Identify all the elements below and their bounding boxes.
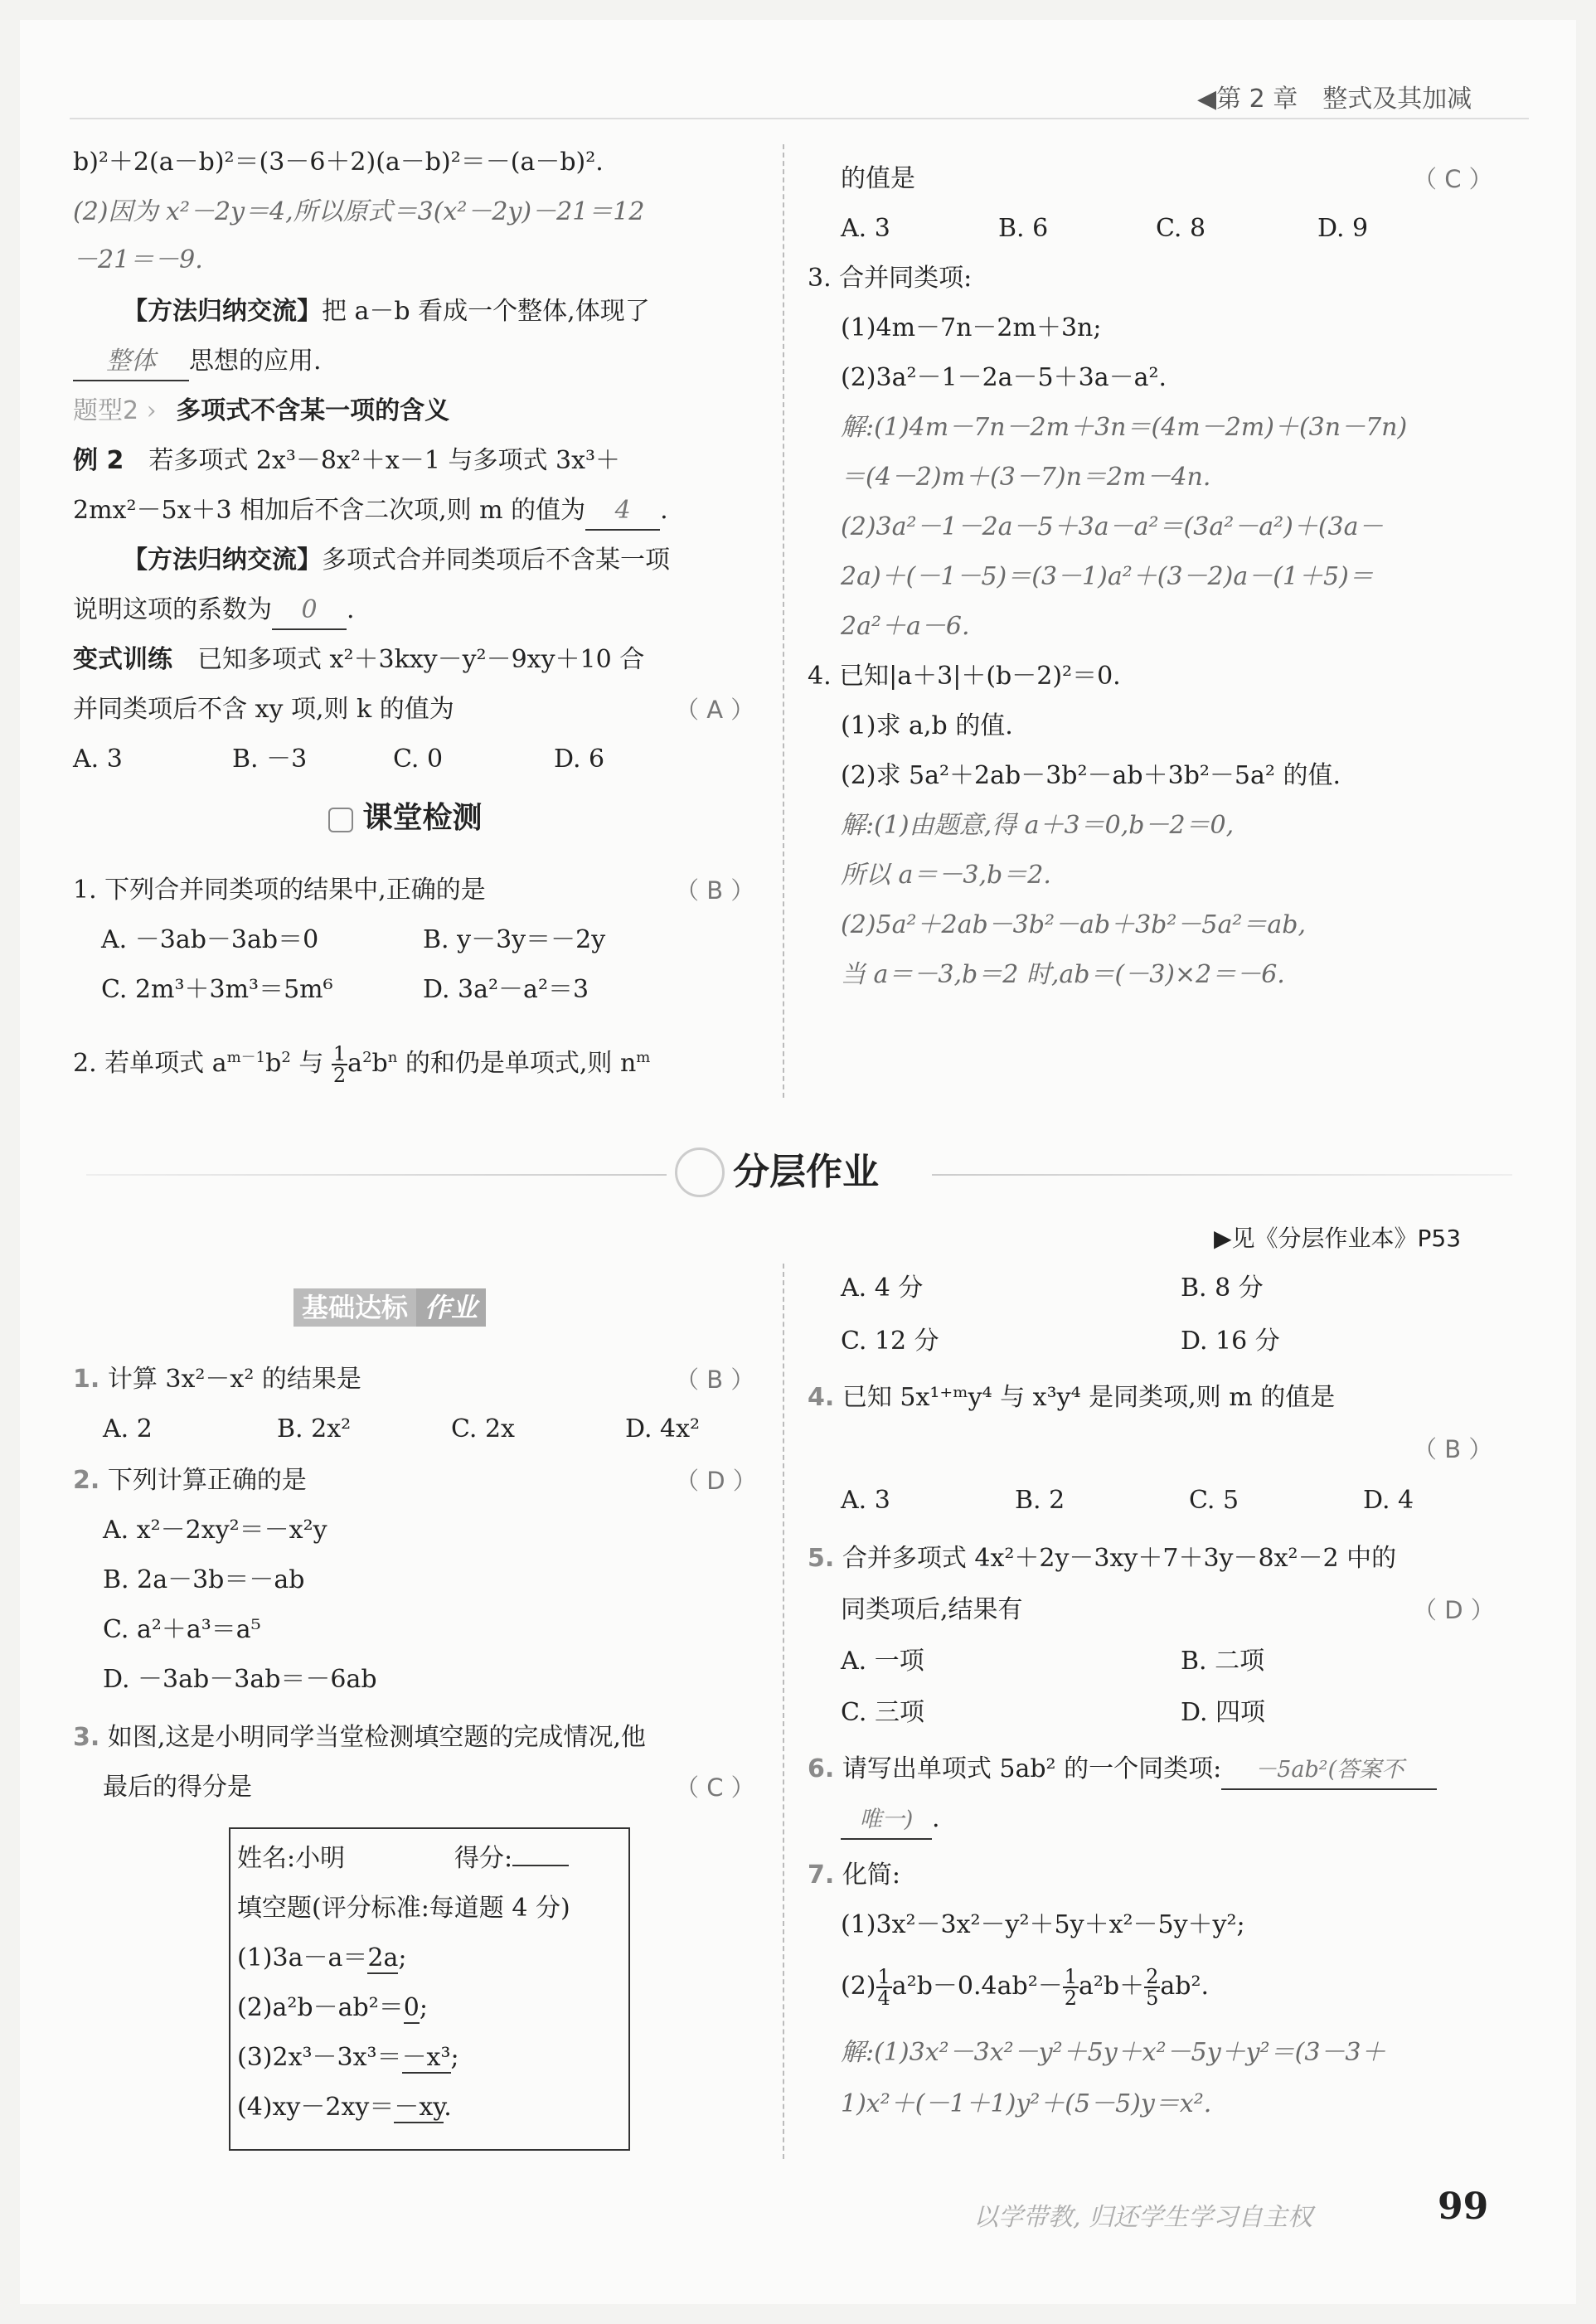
rt-q2-cont: 的值是 [841, 164, 915, 193]
lb-q1-option-a: A. 2 [103, 1414, 153, 1443]
frac2-top: 1 [1064, 1965, 1078, 1988]
lb-q1-option-b: B. 2x² [277, 1414, 352, 1443]
banner-circle-icon [675, 1147, 725, 1197]
check-q2-text-b: 与 [298, 1049, 324, 1078]
fraction-two-fifths [1144, 1967, 1160, 2008]
continued-line-1: b)²＋2(a－b)²＝(3－6＋2)(a－b)²＝－(a－b)². [73, 148, 604, 177]
variant-option-c: C. 0 [393, 745, 444, 774]
method-blank: 整体 [73, 343, 189, 381]
rb-q7-part2-d: ab². [1160, 1972, 1210, 2001]
lb-q1-option-c: C. 2x [451, 1414, 515, 1443]
rt-q2-answer: （ C ） [1413, 165, 1493, 193]
rb-q5-text-a: 合并多项式 4x²＋2y－3xy＋7＋3y－8x²－2 中的 [842, 1544, 1397, 1573]
column-divider-bottom [783, 1264, 784, 2159]
lb-q2 [73, 1463, 307, 1499]
example2-text-a: 若多项式 2x³－8x²＋x－1 与多项式 3x³＋ [148, 446, 621, 475]
method2-label: 【方法归纳交流】 [123, 546, 322, 575]
rt-q4-solution-2: 所以 a＝－3,b＝2. [841, 861, 1051, 890]
class-check-title: 课堂检测 [362, 801, 483, 835]
score-sheet-item2-q: (2)a²b－ab²＝ [237, 1993, 404, 2022]
rb-q7-number: 7. [808, 1861, 835, 1890]
lb-q3-number: 3. [73, 1723, 100, 1752]
lb-q1-text: 计算 3x²－x² 的结果是 [107, 1365, 361, 1394]
rt-q3-solution-2: ＝(4－2)m＋(3－7)n＝2m－4n. [841, 463, 1211, 492]
lb-q2-answer: （ D ） [675, 1467, 757, 1495]
variant-line1 [73, 642, 644, 678]
rt-q2-option-c: C. 8 [1156, 214, 1206, 243]
page [20, 20, 1576, 2304]
example2-text-b: 2mx²－5x＋3 相加后不含二次项,则 m 的值为 [73, 496, 586, 525]
rb-q5-answer: （ D ） [1413, 1596, 1495, 1624]
rb-q5-number: 5. [808, 1544, 835, 1573]
example2-line1 [73, 443, 620, 479]
example2-line2: 2mx²－5x＋3 相加后不含二次项,则 m 的值为 4 . [73, 492, 668, 531]
method2-text-b: 说明这项的系数为 [73, 595, 272, 624]
frac1-top: 1 [877, 1965, 890, 1988]
frac1-bottom: 4 [877, 1987, 890, 2010]
rb-q6-line2: 唯一) . [841, 1801, 940, 1840]
fraction-half-2 [1063, 1967, 1079, 2008]
rt-q4-part1: (1)求 a,b 的值. [841, 711, 1013, 740]
basic-badge-homework: 作业 [416, 1288, 486, 1327]
rb-q3-option-a: A. 4 分 [841, 1274, 924, 1303]
chapter-header: ◀第 2 章 整式及其加减 [1197, 85, 1472, 114]
lb-q2-option-a: A. x²－2xy²＝－x²y [103, 1516, 327, 1545]
check-q1-option-d: D. 3a²－a²＝3 [423, 975, 589, 1004]
check-q1-option-c: C. 2m³＋3m³＝5m⁶ [101, 975, 333, 1004]
page-number: 99 [1438, 2186, 1489, 2228]
rb-q7-part2-label: (2) [841, 1972, 876, 2001]
lb-q3-text-a: 如图,这是小明同学当堂检测填空题的完成情况,他 [107, 1723, 646, 1752]
rb-q4-option-d: D. 4 [1363, 1486, 1414, 1515]
rb-q7-part2-b: a²b－0.4ab²－ [891, 1972, 1063, 2001]
continued-line-2: (2)因为 x²－2y＝4,所以原式＝3(x²－2y)－21＝12 [73, 197, 645, 226]
variant-text-b: 并同类项后不含 xy 项,则 k 的值为 [73, 695, 454, 724]
rb-q7-part2-c: a²b＋ [1079, 1972, 1145, 2001]
banner-line-left [86, 1174, 667, 1176]
score-sheet-item4-a: －xy [394, 2093, 444, 2122]
rb-q7-solution-2: 1)x²＋(－1＋1)y²＋(5－5)y＝x². [841, 2089, 1212, 2118]
rb-q3-option-d: D. 16 分 [1181, 1327, 1280, 1356]
variant-answer: （ A ） [675, 696, 755, 724]
lb-q3-answer: （ C ） [675, 1773, 755, 1802]
rt-q2-option-b: B. 6 [998, 214, 1049, 243]
basic-badge-label: 基础达标 [293, 1288, 416, 1327]
rb-q4-option-c: C. 5 [1189, 1486, 1239, 1515]
lb-q2-option-b: B. 2a－3b＝－ab [103, 1565, 305, 1594]
rt-q3-part2: (2)3a²－1－2a－5＋3a－a². [841, 363, 1167, 392]
column-divider-top [783, 144, 784, 1098]
rb-q5-text-b: 同类项后,结果有 [841, 1595, 1023, 1624]
rt-q4-part2: (2)求 5a²＋2ab－3b²－ab＋3b²－5a² 的值. [841, 761, 1341, 790]
score-sheet-rule: 填空题(评分标准:每道题 4 分) [237, 1894, 570, 1923]
score-sheet-item4-q: (4)xy－2xy＝ [237, 2093, 395, 2122]
frac-top: 1 [332, 1042, 347, 1065]
rt-q3: 3. 合并同类项: [808, 264, 973, 293]
rb-q5-line1 [808, 1540, 1396, 1577]
variant-option-a: A. 3 [73, 745, 123, 774]
method-summary-2b: 说明这项的系数为 0 . [73, 592, 355, 630]
class-check-heading [328, 799, 482, 837]
rb-q6-blank2: 唯一) [841, 1802, 932, 1840]
rb-q6-number: 6. [808, 1754, 835, 1783]
check-q1-option-a: A. －3ab－3ab＝0 [101, 925, 319, 954]
rb-q5-option-b: B. 二项 [1181, 1647, 1265, 1676]
banner-line-right [932, 1174, 1512, 1176]
rb-q5-option-d: D. 四项 [1181, 1698, 1266, 1727]
lb-q1-option-d: D. 4x² [625, 1414, 701, 1443]
rt-q3-part1: (1)4m－7n－2m＋3n; [841, 313, 1102, 342]
rt-q2-option-a: A. 3 [841, 214, 890, 243]
rt-q4: 4. 已知|a＋3|＋(b－2)²＝0. [808, 662, 1121, 691]
score-sheet-name: 姓名:小明 [237, 1844, 346, 1873]
rb-q7-solution-1: 解:(1)3x²－3x²－y²＋5y＋x²－5y＋y²＝(3－3＋ [841, 2038, 1386, 2067]
rb-q3-option-c: C. 12 分 [841, 1327, 939, 1356]
rb-q5-option-a: A. 一项 [841, 1647, 924, 1676]
lb-q2-option-d: D. －3ab－3ab＝－6ab [103, 1665, 377, 1694]
rt-q3-solution-4: 2a)＋(－1－5)＝(3－1)a²＋(3－2)a－(1＋5)＝ [841, 562, 1374, 591]
example2-blank: 4 [585, 492, 660, 531]
rb-q3-option-b: B. 8 分 [1181, 1274, 1264, 1303]
variant-label: 变式训练 [73, 645, 172, 674]
rt-q4-solution-1: 解:(1)由题意,得 a＋3＝0,b－2＝0, [841, 811, 1235, 840]
lb-q3-line1 [73, 1720, 646, 1756]
score-sheet-item2: (2)a²b－ab²＝0; [237, 1993, 428, 2022]
type2-tag: 题型2 [73, 396, 139, 425]
method2-text-a: 多项式合并同类项后不含某一项 [322, 546, 670, 575]
method-summary-1b [73, 343, 322, 381]
continued-line-3: －21＝－9. [73, 245, 203, 274]
score-sheet-item2-a: 0 [403, 1993, 420, 2022]
header-divider [70, 118, 1529, 119]
frac3-top: 2 [1146, 1965, 1159, 1988]
rb-q7-part2 [841, 1967, 1209, 2008]
fraction-quarter [876, 1967, 892, 2008]
lb-q1 [73, 1361, 361, 1398]
lb-q1-answer: （ B ） [675, 1366, 755, 1394]
method-label: 【方法归纳交流】 [123, 297, 322, 326]
rb-q7 [808, 1857, 900, 1894]
score-sheet-score-label: 得分: [454, 1844, 513, 1873]
lb-q2-option-c: C. a²＋a³＝a⁵ [103, 1615, 261, 1644]
frac2-bottom: 2 [1064, 1987, 1078, 2010]
method-text-b: 思想的应用. [189, 347, 322, 376]
check-q2: 2. 若单项式 $a^{m-1}b^2$ 与 $\frac{1}{2}$ $a^2b^n$ 的和仍是单项式,则 $n^m$ [73, 1042, 651, 1087]
rt-q4-solution-4: 当 a＝－3,b＝2 时,ab＝(－3)×2＝－6. [841, 960, 1285, 989]
score-sheet-item4: (4)xy－2xy＝－xy. [237, 2093, 452, 2122]
example2-label: 例 2 [73, 446, 124, 475]
frac-bottom: 2 [332, 1064, 347, 1087]
score-sheet-box [229, 1827, 630, 2151]
rb-q6 [808, 1751, 1437, 1790]
rb-q4-number: 4. [808, 1383, 835, 1412]
rb-q5-option-c: C. 三项 [841, 1698, 924, 1727]
lb-q2-text: 下列计算正确的是 [107, 1466, 307, 1495]
score-sheet-score-blank [512, 1865, 569, 1866]
rb-q6-text: 请写出单项式 5ab² 的一个同类项: [842, 1754, 1222, 1783]
rt-q2-option-d: D. 9 [1317, 214, 1369, 243]
lb-q1-number: 1. [73, 1365, 100, 1394]
method2-blank: 0 [272, 592, 347, 630]
check-q1-option-b: B. y－3y＝－2y [423, 925, 606, 954]
rt-q3-solution-1: 解:(1)4m－7n－2m＋3n＝(4m－2m)＋(3n－7n) [841, 413, 1408, 442]
score-sheet-item3-q: (3)2x³－3x³＝ [237, 2043, 402, 2072]
lb-q3-text-b: 最后的得分是 [103, 1773, 252, 1802]
score-sheet-item1-q: (1)3a－a＝ [237, 1943, 368, 1972]
score-sheet-item1: (1)3a－a＝2a; [237, 1943, 407, 1972]
type2-title: 多项式不含某一项的含义 [176, 396, 450, 425]
rb-q4-text: 已知 5x¹⁺ᵐy⁴ 与 x³y⁴ 是同类项,则 m 的值是 [842, 1383, 1336, 1412]
homework-title: 分层作业 [733, 1151, 879, 1193]
check-icon [328, 808, 353, 832]
method-summary-2 [123, 542, 670, 579]
rt-q3-solution-5: 2a²＋a－6. [841, 612, 970, 641]
rb-q4 [808, 1380, 1335, 1416]
check-q2-text-c: 的和仍是单项式,则 n [405, 1049, 637, 1078]
type2-heading: 题型2 › 多项式不含某一项的含义 [73, 396, 450, 425]
method-summary-1 [123, 294, 650, 330]
check-q2-text-a: 2. 若单项式 a [73, 1049, 227, 1078]
variant-option-b: B. －3 [232, 745, 308, 774]
rt-q3-solution-3: (2)3a²－1－2a－5＋3a－a²＝(3a²－a²)＋(3a－ [841, 512, 1384, 541]
score-sheet-score [454, 1841, 569, 1877]
rt-q4-solution-3: (2)5a²＋2ab－3b²－ab＋3b²－5a²＝ab, [841, 910, 1307, 939]
homework-reference: ▶见《分层作业本》P53 [1214, 1225, 1462, 1252]
fraction-half [332, 1044, 347, 1085]
rb-q4-answer: （ B ） [1413, 1435, 1493, 1463]
footer-slogan: 以学带教, 归还学生学习自主权 [973, 2203, 1313, 2232]
check-q1: 1. 下列合并同类项的结果中,正确的是 [73, 876, 486, 905]
basic-badge [293, 1288, 486, 1327]
rb-q6-blank: －5ab²(答案不 [1221, 1752, 1437, 1790]
rb-q4-option-b: B. 2 [1015, 1486, 1065, 1515]
score-sheet-item3-a: －x³ [401, 2043, 451, 2072]
variant-text-a: 已知多项式 x²＋3kxy－y²－9xy＋10 合 [197, 645, 645, 674]
score-sheet-item1-a: 2a [367, 1943, 399, 1972]
variant-option-d: D. 6 [554, 745, 605, 774]
rb-q7-part1: (1)3x²－3x²－y²＋5y＋x²－5y＋y²; [841, 1910, 1245, 1939]
check-q1-answer: （ B ） [675, 876, 755, 905]
method-text-a: 把 a－b 看成一个整体,体现了 [322, 297, 650, 326]
lb-q2-number: 2. [73, 1466, 100, 1495]
frac3-bottom: 5 [1146, 1987, 1159, 2010]
rb-q7-text: 化简: [842, 1861, 900, 1890]
rb-q4-option-a: A. 3 [841, 1486, 890, 1515]
score-sheet-item3: (3)2x³－3x³＝－x³; [237, 2043, 459, 2072]
